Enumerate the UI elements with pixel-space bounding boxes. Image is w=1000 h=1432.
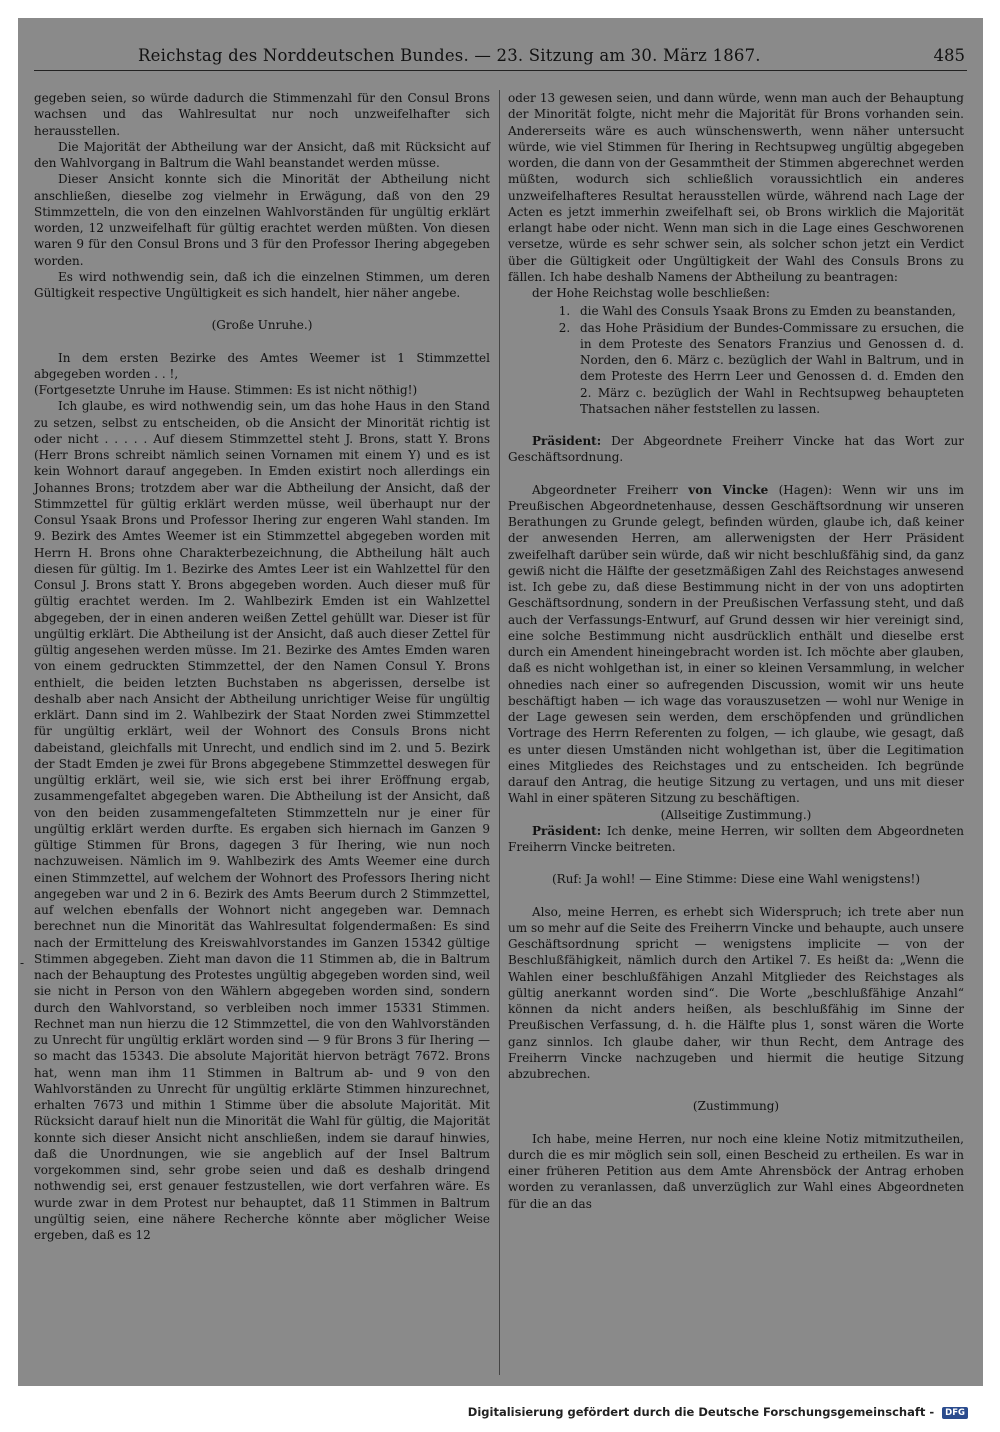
left-paragraph-4: Es wird nothwendig sein, daß ich die einzelnen Stimmen, um deren Gültigkeit respective Ungültigkeit es sich handelt, hier näher angebe. bbox=[34, 269, 490, 300]
right-paragraph-3: Ich habe, meine Herren, nur noch eine kleine Notiz mitmitzutheilen, durch die es mir möglich sein soll, einen Bescheid zu ertheilen. Es war in einer früheren Petition aus dem Amte Ahrensböck der Antrag erhoben worden zu veranlassen, daß unverzüglich zur Wahl eines Abgeordneten für die an das bbox=[508, 1131, 964, 1211]
president-text: Der Abgeordnete Freiherr Vincke hat das Wort zur Geschäftsordnung. bbox=[508, 434, 964, 465]
left-paragraph-5: In dem ersten Bezirke des Amtes Weemer ist 1 Stimmzettel abgegeben worden . . !, bbox=[34, 350, 490, 381]
header-rule bbox=[34, 70, 967, 71]
scanned-page bbox=[18, 18, 983, 1386]
motion-intro: der Hohe Reichstag wolle beschließen: bbox=[532, 286, 770, 300]
right-paragraph-1: oder 13 gewesen seien, und dann würde, wenn man auch der Behauptung der Minorität folgte, nicht mehr die Majorität für Brons vorhanden sein. Andererseits wäre es auch wünschenswerth, wenn näher untersucht würde, wie viel Stimmen für Ihering in Rechtsupweg ungültig abgegeben worden, die dann von der Gesammtheit der Stimmen abgerechnet werden müßten, wodurch sich schließlich voraussichtlich ein anderes unzweifelhafteres Resultat herausstellen würde, während nach Lage der Acten es jetzt immerhin zweifelhaft sei, ob Brons wirklich die Majorität erlangt habe oder nicht. Wenn man sich in die Lage eines Geschworenen versetze, würde es sehr schwer sein, als solcher schon jetzt ein Verdict über die Gültigkeit oder Ungültigkeit der Wahl des Consuls Brons zu fällen. Ich habe deshalb Namens der Abtheilung zu beantragen: bbox=[508, 91, 964, 284]
credit-text: Digitalisierung gefördert durch die Deutsche Forschungsgemeinschaft - bbox=[467, 1405, 935, 1419]
interjection-calls: (Ruf: Ja wohl! — Eine Stimme: Diese eine Wahl wenigstens!) bbox=[551, 872, 920, 887]
speaker-president: Präsident: bbox=[532, 823, 602, 838]
left-column bbox=[34, 90, 490, 1243]
interjection-assent: (Zustimmung) bbox=[692, 1099, 780, 1114]
president-statement-1 bbox=[508, 433, 964, 466]
speaker-president: Präsident: bbox=[532, 434, 602, 448]
vincke-speech bbox=[508, 482, 964, 807]
interjection-continued-unrest: (Fortgesetzte Unruhe im Hause. Stimmen: Es ist nicht nöthig!) bbox=[34, 383, 418, 397]
page-header bbox=[18, 18, 983, 70]
column-divider bbox=[499, 90, 500, 1375]
right-column bbox=[508, 90, 964, 1212]
motion-list bbox=[508, 303, 964, 417]
motion-item: 2. das Hohe Präsidium der Bundes-Commissare zu ersuchen, die in dem Proteste des Senators Franzius und Genossen d. d. Norden, den 6. März c. bezüglich der Wahl in Baltrum, und in dem Proteste des Herrn Leer und Genossen d. d. Emden den 2. März c. bezüglich der Wahl in Rechtsupweg behaupteten Thatsachen näher feststellen zu lassen. bbox=[574, 320, 964, 418]
president-statement-2 bbox=[508, 823, 964, 856]
left-paragraph-2: Die Majorität der Abtheilung war der Ansicht, daß mit Rücksicht auf den Wahlvorgang in Baltrum die Wahl beanstandet werden müsse. bbox=[34, 139, 490, 170]
running-title: Reichstag des Norddeutschen Bundes. — 23. Sitzung am 30. März 1867. bbox=[138, 46, 761, 65]
page-number: 485 bbox=[933, 46, 965, 65]
interjection-great-unrest: (Große Unruhe.) bbox=[211, 318, 313, 333]
speaker-vincke: von Vincke bbox=[688, 482, 769, 497]
dfg-logo: DFG bbox=[942, 1407, 968, 1419]
digitization-credit bbox=[468, 1405, 968, 1419]
interjection-general-assent: (Allseitige Zustimmung.) bbox=[660, 807, 812, 822]
president-text: Ich denke, meine Herren, wir sollten dem Abgeordneten Freiherrn Vincke beitreten. bbox=[508, 823, 964, 854]
left-paragraph-3: Dieser Ansicht konnte sich die Minorität der Abtheilung nicht anschließen, dieselbe zog vielmehr in Erwägung, daß von den 29 Stimmzetteln, die von den einzelnen Wahlvorständen für ungültig erklärt worden, 12 unzweifelhaft für gültig erachtet werden müßten. Von diesen waren 9 für den Consul Brons und 3 für den Professor Ihering abgegeben worden. bbox=[34, 172, 490, 268]
margin-mark: - bbox=[20, 956, 25, 970]
motion-item: 1. die Wahl des Consuls Ysaak Brons zu Emden zu beanstanden, bbox=[574, 303, 964, 319]
left-paragraph-7: Ich glaube, es wird nothwendig sein, um das hohe Haus in den Stand zu setzen, selbst zu entscheiden, ob die Ansicht der Minorität richtig ist oder nicht . . . . . Auf diesem Stimmzettel steht J. Brons, statt Y. Brons (Herr Brons schreibt nämlich seinen Vornamen mit einem Y) und es ist kein Wohnort darauf angegeben. In Emden existirt noch allerdings ein Johannes Brons; trotzdem aber war die Abtheilung der Ansicht, daß der Stimmzettel für gültig erklärt werden müsse, weil überhaupt nur der Consul Ysaak Brons und Professor Ihering zur engeren Wahl standen. Im 9. Bezirk des Amtes Weemer ist ein Stimmzettel abgegeben worden mit Herrn H. Brons ohne Charakterbezeichnung, die Abtheilung hält auch diesen für gültig. Im 1. Bezirke des Amtes Leer ist ein Wahlzettel für den Consul J. Brons statt Y. Brons abgegeben worden. Auch dieser muß für gültig erachtet werden. Im 2. Wahlbezirk Emden ist ein Wahlzettel abgegeben, der in einen anderen weißen Zettel gehüllt war. Dieser ist für ungültig erklärt. Die Abtheilung ist der Ansicht, daß auch dieser Zettel für gültig angesehen werden müsse. Im 21. Bezirke des Amtes Emden waren von einem gedruckten Stimmzettel, der den Namen Consul Y. Brons enthielt, die beiden letzten Buchstaben ns abgerissen, derselbe ist deshalb aber nach Ansicht der Abtheilung unrichtiger Weise für ungültig erklärt. Dann sind im 2. Wahlbezirk der Staat Norden zwei Stimmzettel für ungültig erklärt, weil der Wohnort des Consuls Brons nicht dabeistand, gleichfalls mit Unrecht, und endlich sind im 2. und 5. Bezirk der Stadt Emden je zwei für Brons abgegebene Stimmzettel deswegen für ungültig erklärt, weil sie, wie sich erst bei ihrer Eröffnung ergab, zusammengefaltet abgegeben waren. Die Abtheilung ist der Ansicht, daß von den beiden zusammengefalteten Stimmzetteln nur je einer für ungültig erklärt werden durfte. Es ergaben sich hiernach im Ganzen 9 gültige Stimmen für Brons, dagegen 3 für Ihering, wie nun noch nachzuweisen. Nämlich im 9. Wahlbezirk des Amts Weemer eine durch einen Stimmzettel, auf welchem der Wohnort des Professors Ihering nicht angegeben war und 2 in 6. Bezirk des Amts Beerum durch 2 Stimmzettel, auf welchen ebenfalls der Wohnort nicht angegeben war. Demnach berechnet nun die Minorität das Wahlresultat folgendermaßen: Es sind nach der Ermittelung des Kreiswahlvorstandes im Ganzen 15342 gültige Stimmen abgegeben. Zieht man davon die 11 Stimmen ab, die in Baltrum nach der Behauptung des Protestes ungültig abgegeben worden sind, weil sie nicht in Person von den Wählern abgegeben worden sind, sondern durch den Wahlvorstand, so verbleiben noch immer 15331 Stimmen. Rechnet man nun hierzu die 12 Stimmzettel, die von den Wahlvorständen zu Unrecht für ungültig erklärt worden sind — 9 für Brons 3 für Ihering — so macht das 15343. Die absolute Majorität hiervon beträgt 7672. Brons hat, wenn man ihm 11 Stimmen in Baltrum ab- und 9 von den Wahlvorständen zu Unrecht für ungültig erklärte Stimmen hinzurechnet, erhalten 7673 und mithin 1 Stimme über die absolute Majorität. Mit Rücksicht darauf hielt nun die Minorität die Wahl für gültig, die Majorität konnte sich dieser Ansicht nicht anschließen, indem sie darauf hinwies, daß die Unordnungen, wie sie angeblich auf der Insel Baltrum vorgekommen sind, sehr grobe seien und daß es deshalb dringend nothwendig sei, erst genauer festzustellen, wie dort verfahren wäre. Es wurde zwar in dem Protest nur behauptet, daß 11 Stimmen in Baltrum ungültig seien, eine nähere Recherche könnte aber möglicher Weise ergeben, daß es 12 bbox=[34, 399, 490, 1242]
speaker-intro: Abgeordneter Freiherr bbox=[532, 482, 678, 497]
right-paragraph-2: Also, meine Herren, es erhebt sich Widerspruch; ich trete aber nun um so mehr auf die Seite des Freiherrn Vincke und behaupte, auch unsere Geschäftsordnung spricht — wenigstens implicite — von der Beschlußfähigkeit, nämlich durch den Artikel 7. Es heißt da: „Wenn die Wahlen einer beschlußfähigen Anzahl Mitglieder des Reichstages als gültig anerkannt worden sind“. Die Worte „beschlußfähige Anzahl“ können da nicht anders heißen, als beschlußfähig im Sinne der Preußischen Verfassung, d. h. die Hälfte plus 1, sonst wären die Worte ganz sinnlos. Ich glaube daher, wir thun Recht, dem Antrage des Freiherrn Vincke nachzugeben und hiermit die heutige Sitzung abzubrechen. bbox=[508, 904, 964, 1081]
left-paragraph-1: gegeben seien, so würde dadurch die Stimmenzahl für den Consul Brons wachsen und das Wahlresultat nur noch unzweifelhafter sich herausstellen. bbox=[34, 91, 490, 138]
vincke-text: (Hagen): Wenn wir uns im Preußischen Abgeordnetenhause, dessen Geschäftsordnung wir unseren Berathungen zu Grunde gelegt, befinden würden, glaube ich, daß keiner der anwesenden Herren, am allerwenigsten der Herr Präsident zweifelhaft darüber sein würde, daß wir nicht beschlußfähig sind, da ganz gewiß nicht die Hälfte der gesetzmäßigen Zahl des Reichstages anwesend ist. Ich gebe zu, daß diese Bestimmung nicht in der von uns adoptirten Geschäftsordnung, sondern in der Preußischen Verfassung steht, und daß auch der Verfassungs-Entwurf, auf Grund dessen wir hier vereinigt sind, eine solche Bestimmung nicht ausdrücklich enthält und dieselbe erst durch ein Amendent hineingebracht worden ist. Ich möchte aber glauben, daß es nicht wohlgethan ist, in einer so kleinen Versammlung, in welcher ohnedies nach einer so aufregenden Discussion, womit wir uns heute beschäftigt haben — ich wage das vorauszusetzen — wohl nur Wenige in der Lage gewesen sein werden, dem erschöpfenden und gründlichen Vortrage des Herrn Referenten zu folgen, — ich glaube, wie gesagt, daß es unter diesen Umständen nicht wohlgethan ist, über die Legitimation eines Mitgliedes des Reichstages und zu entscheiden. Ich begründe darauf den Antrag, die heutige Sitzung zu vertagen, und uns mit dieser Wahl in einer späteren Sitzung zu beschäftigen. bbox=[508, 482, 964, 806]
